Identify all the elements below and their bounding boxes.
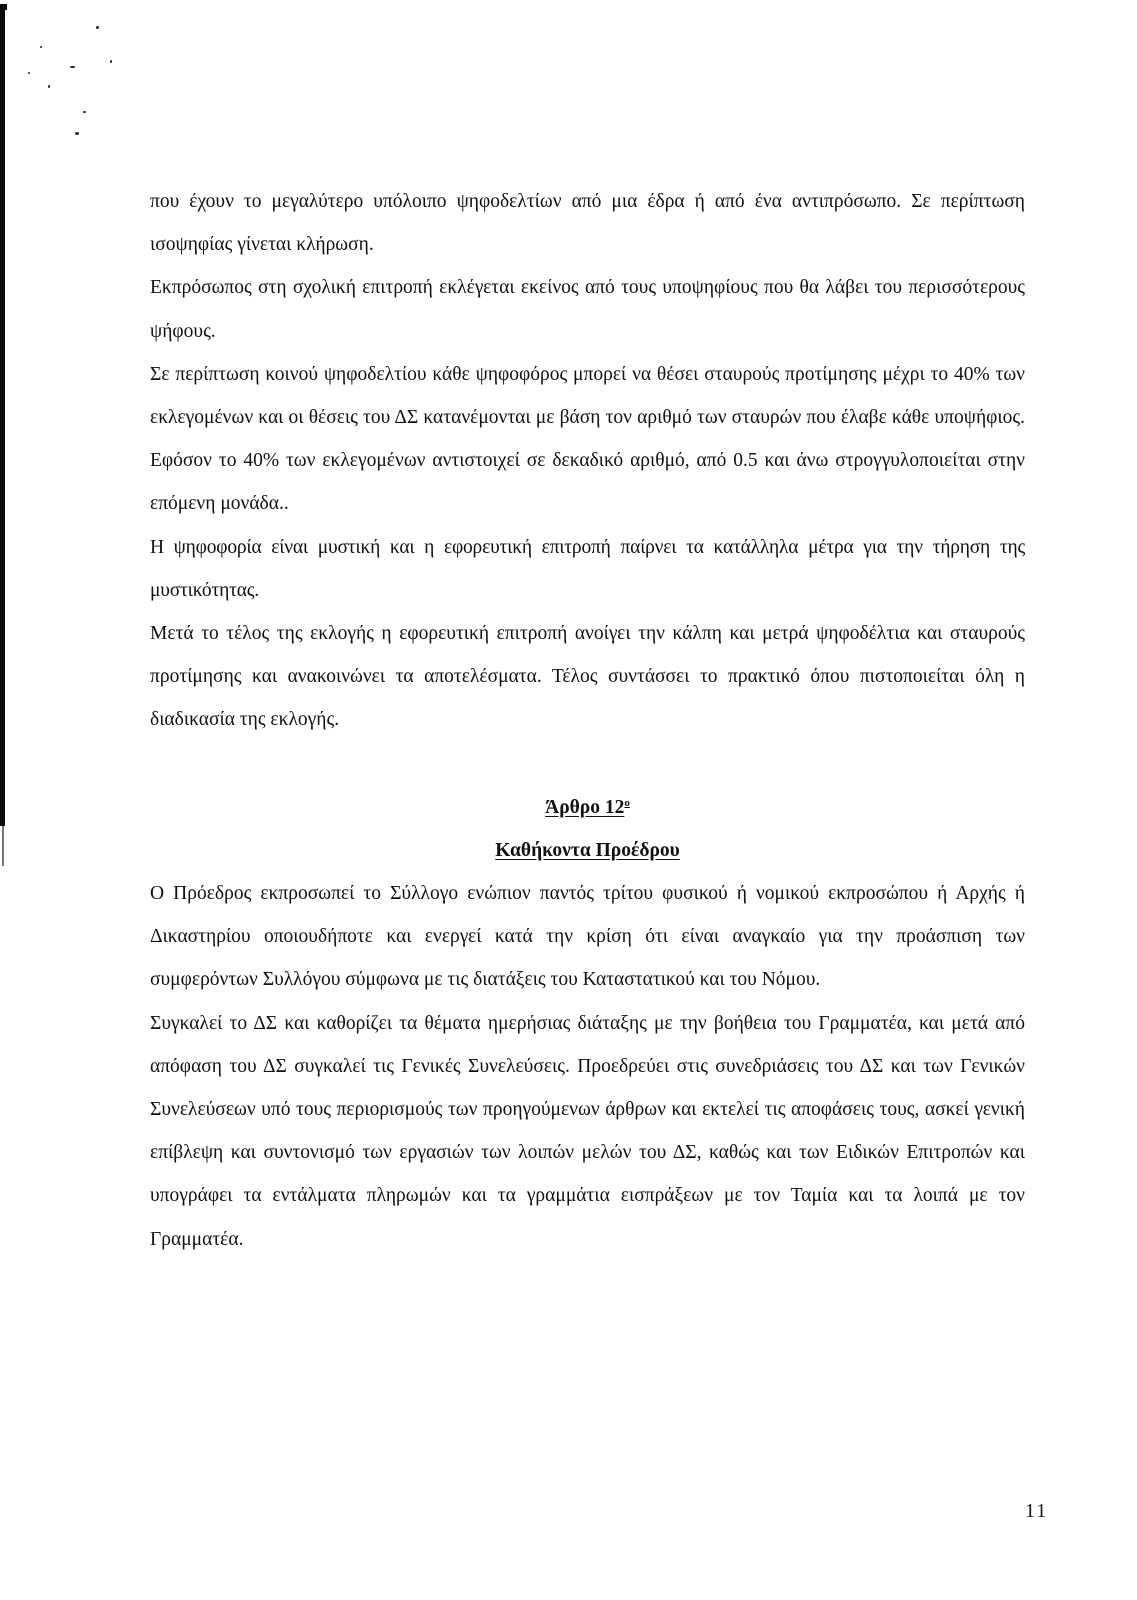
scan-speck <box>83 111 86 113</box>
paragraph: που έχουν το μεγαλύτερο υπόλοιπο ψηφοδελτίων από μια έδρα ή από ένα αντιπρόσωπο. Σε περίπτωση ισοψηφίας γίνεται κλήρωση. <box>150 191 1025 256</box>
article-title: Καθήκοντα Προέδρου <box>495 839 680 861</box>
scan-speck <box>110 60 112 63</box>
scan-border-left <box>0 6 5 826</box>
scan-speck <box>75 132 79 135</box>
scan-speck <box>40 46 42 48</box>
paragraph: Ο Πρόεδρος εκπροσωπεί το Σύλλογο ενώπιον παντός τρίτου φυσικού ή νομικού εκπροσώπου ή Αρχής ή Δικαστηρίου οποιουδήποτε και ενεργεί κατά την κρίση ότι είναι αναγκαίο για την προάσπιση των συμφερόντων Συλλόγου σύμφωνα με τις διατάξεις του Καταστατικού και του Νόμου. <box>150 883 1025 991</box>
article-number-heading <box>150 782 1025 829</box>
paragraph: Σε περίπτωση κοινού ψηφοδελτίου κάθε ψηφοφόρος μπορεί να θέσει σταυρούς προτίμησης μέχρι το 40% των εκλεγομένων και οι θέσεις του ΔΣ κατανέμονται με βάση τον αριθμό των σταυρών που έλαβε κάθε υποψήφιος. Εφόσον το 40% των εκλεγομένων αντιστοιχεί σε δεκαδικό αριθμό, από 0.5 και άνω στρογγυλοποιείται στην επόμενη μονάδα.. <box>150 363 1025 515</box>
paragraph: Εκπρόσωπος στη σχολική επιτροπή εκλέγεται εκείνος από τους υποψηφίους που θα λάβει του περισσότερους ψήφους. <box>150 277 1025 342</box>
scan-speck <box>96 26 99 29</box>
scan-speck <box>70 66 75 68</box>
article-number: Άρθρο 12 <box>545 796 625 818</box>
scan-border-left-faint <box>2 826 4 866</box>
article-title-heading <box>150 829 1025 872</box>
paragraph: Μετά το τέλος της εκλογής η εφορευτική επιτροπή ανοίγει την κάλπη και μετρά ψηφοδέλτια και σταυρούς προτίμησης και ανακοινώνει τα αποτελέσματα. Τέλος συντάσσει το πρακτικό όπου πιστοποιείται όλη η διαδικασία της εκλογής. <box>150 623 1025 731</box>
scan-speck <box>48 85 50 88</box>
paragraph: Η ψηφοφορία είναι μυστική και η εφορευτική επιτροπή παίρνει τα κατάλληλα μέτρα για την τήρηση της μυστικότητας. <box>150 536 1025 601</box>
document-page <box>150 180 1025 1261</box>
page-number: 11 <box>1025 1500 1049 1522</box>
article-number-ordinal: ο <box>624 796 630 809</box>
paragraph: Συγκαλεί το ΔΣ και καθορίζει τα θέματα ημερήσιας διάταξης με την βοήθεια του Γραμματέα, και μετά από απόφαση του ΔΣ συγκαλεί τις Γενικές Συνελεύσεις. Προεδρεύει στις συνεδριάσεις του ΔΣ και των Γενικών Συνελεύσεων υπό τους περιορισμούς των προηγούμενων άρθρων και εκτελεί τις αποφάσεις τους, ασκεί γενική επίβλεψη και συντονισμό των εργασιών των λοιπών μελών του ΔΣ, καθώς και των Ειδικών Επιτροπών και υπογράφει τα εντάλματα πληρωμών και τα γραμμάτια εισπράξεων με τον Ταμία και τα λοιπά με τον Γραμματέα. <box>150 1012 1025 1250</box>
scan-speck <box>28 72 30 74</box>
section-gap <box>150 742 1025 782</box>
